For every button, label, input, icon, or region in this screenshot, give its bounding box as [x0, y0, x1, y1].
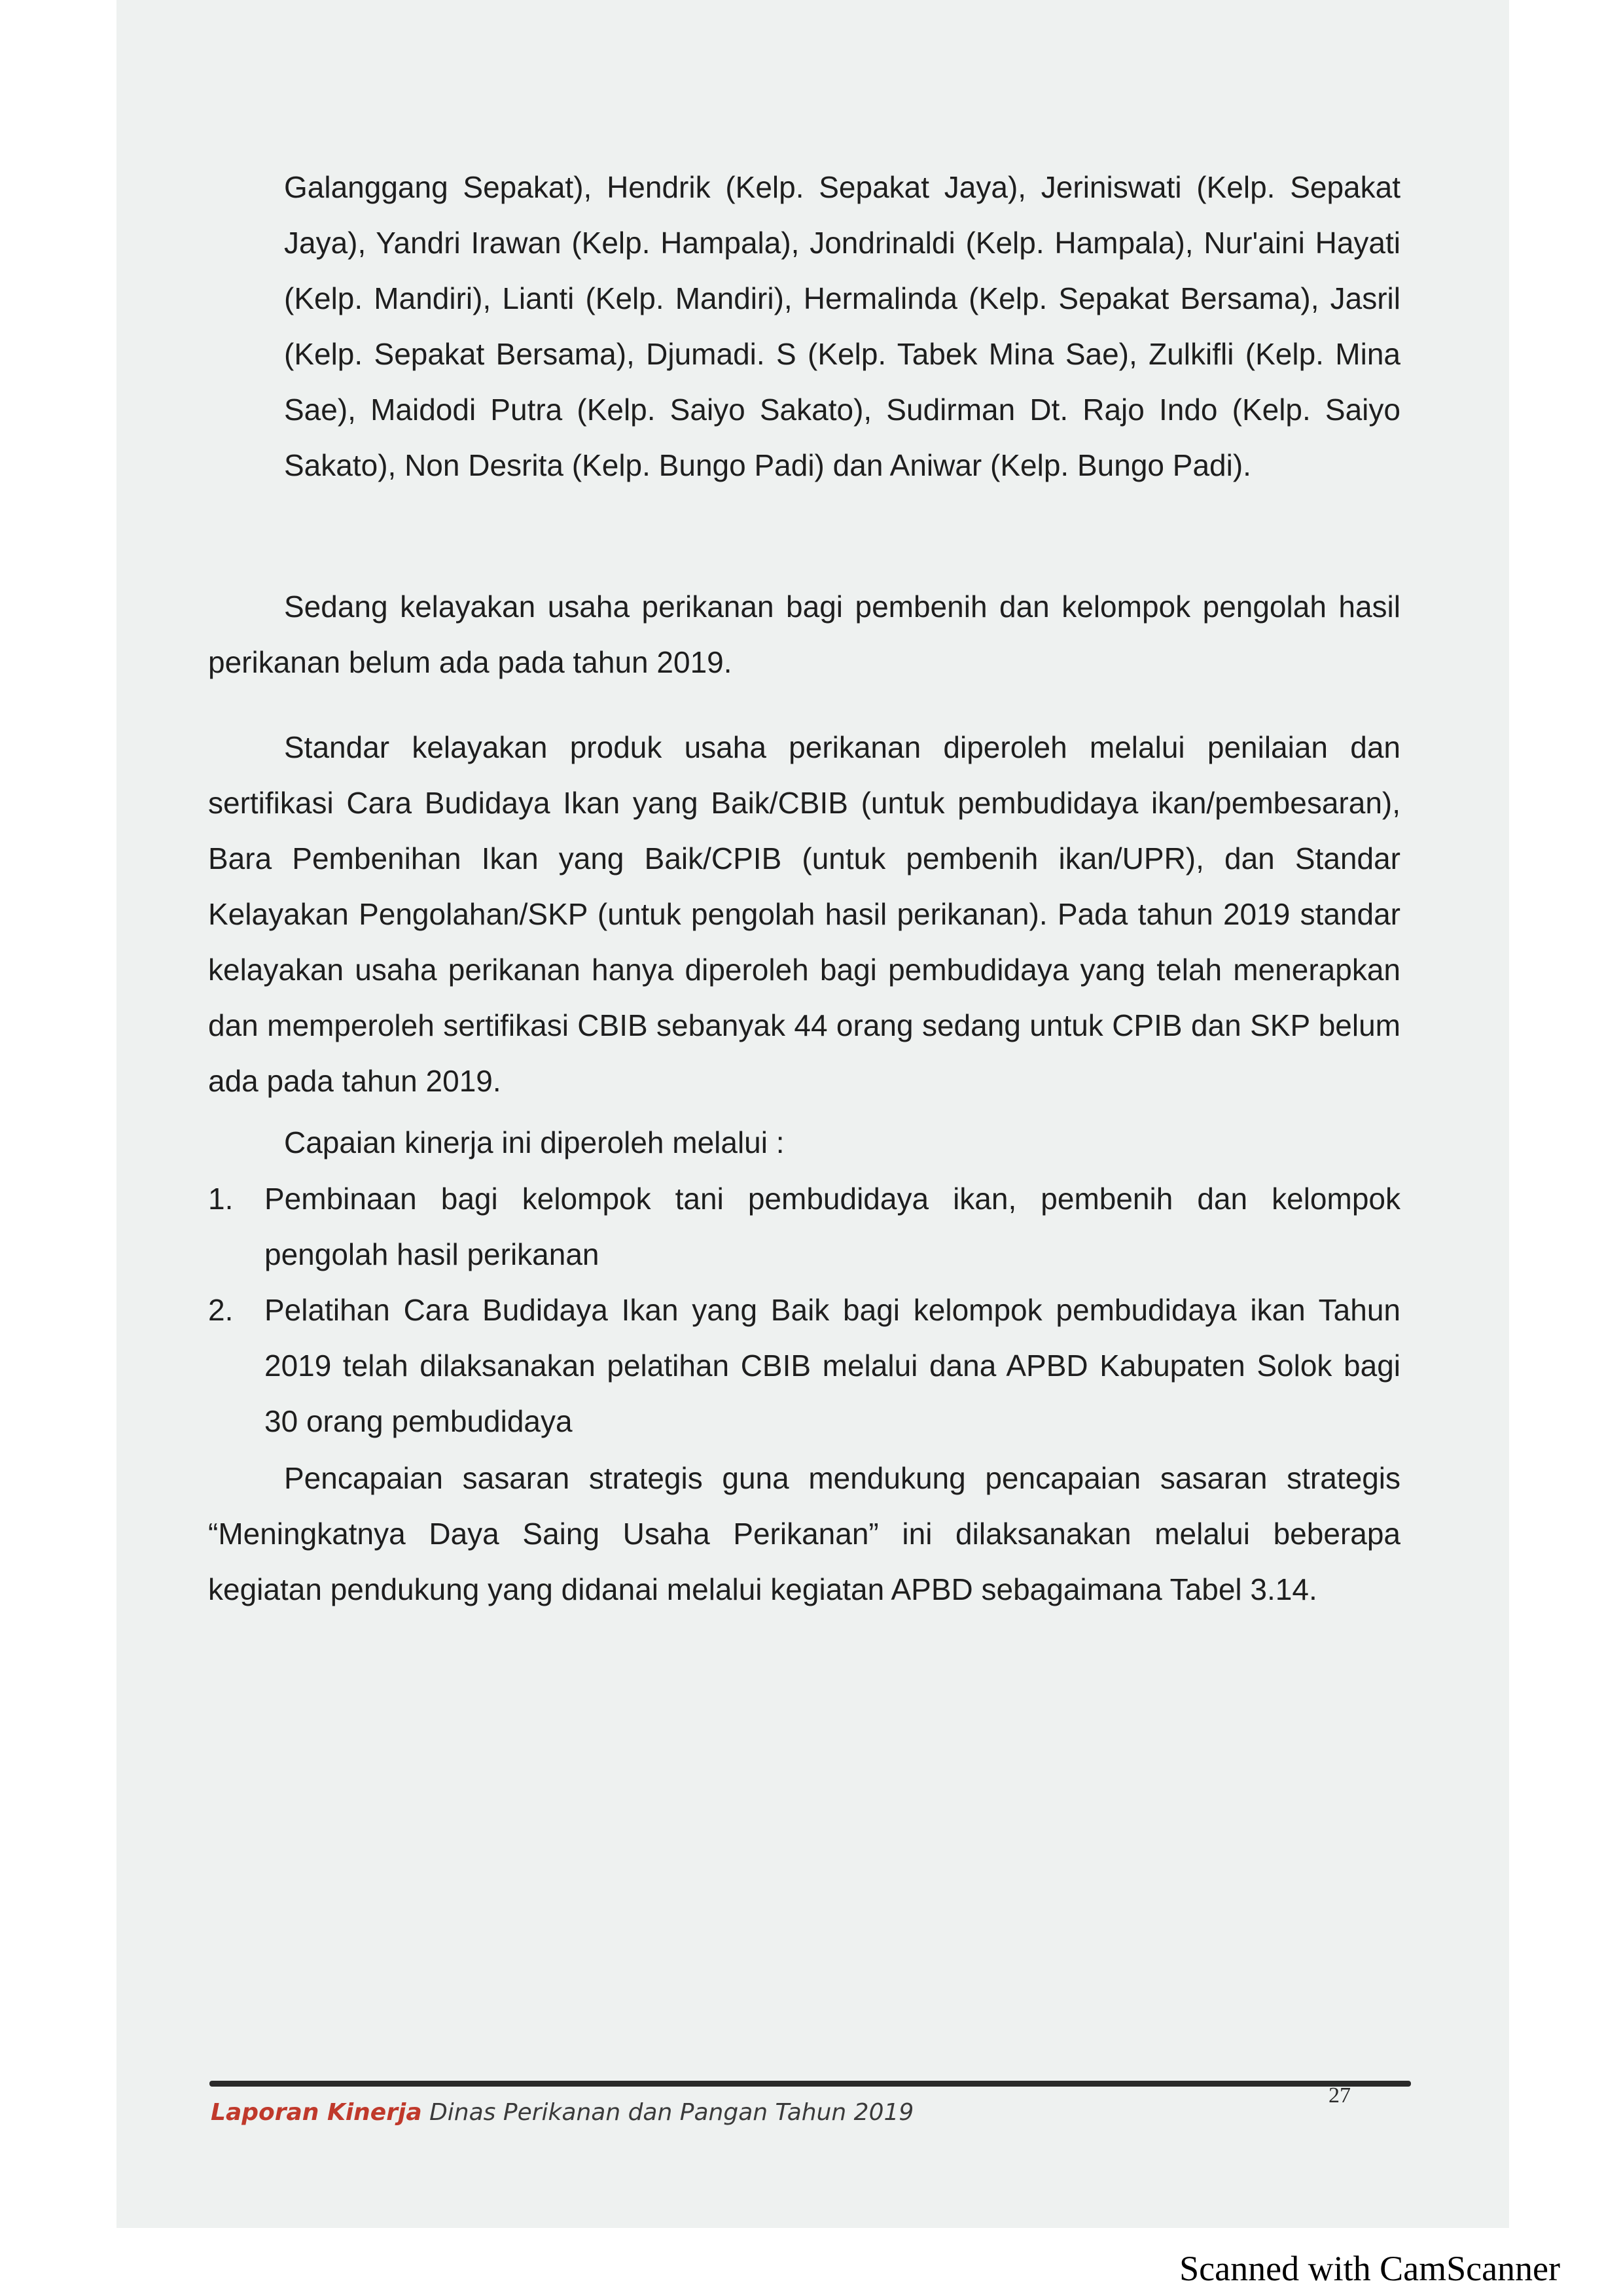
paragraph-continued: Galanggang Sepakat), Hendrik (Kelp. Sepakat Jaya), Jeriniswati (Kelp. Sepakat Jaya), Yandri Irawan (Kelp. Hampala), Jondrinaldi (Kelp. Hampala), Nur'aini Hayati (Kelp. Mandiri), Lianti (Kelp. Mandiri), Hermalinda (Kelp. Sepakat Bersama), Jasril (Kelp. Sepakat Bersama), Djumadi. S (Kelp. Tabek Mina Sae), Zulkifli (Kelp. Mina Sae), Maidodi Putra (Kelp. Saiyo Sakato), Sudirman Dt. Rajo Indo (Kelp. Saiyo Sakato), Non Desrita (Kelp. Bungo Padi) dan Aniwar (Kelp. Bungo Padi). [284, 170, 1400, 482]
footer-brand: Laporan Kinerja [211, 2099, 422, 2126]
scanner-watermark: Scanned with CamScanner [1179, 2249, 1560, 2288]
scanned-page [116, 0, 1509, 2228]
list-text: Pembinaan bagi kelompok tani pembudidaya ikan, pembenih dan kelompok pengolah hasil perikanan [264, 1182, 1400, 1271]
paragraph: Pencapaian sasaran strategis guna mendukung pencapaian sasaran strategis “Meningkatnya Daya Saing Usaha Perikanan” ini dilaksanakan melalui beberapa kegiatan pendukung yang didanai melalui kegiatan APBD sebagaimana Tabel 3.14. [208, 1461, 1400, 1606]
list-text: Pelatihan Cara Budidaya Ikan yang Baik bagi kelompok pembudidaya ikan Tahun 2019 telah dilaksanakan pelatihan CBIB melalui dana APBD Kabupaten Solok bagi 30 orang pembudidaya [264, 1293, 1400, 1438]
list-number: 1. [208, 1182, 234, 1216]
footer-divider [209, 2081, 1411, 2087]
paragraph: Standar kelayakan produk usaha perikanan diperoleh melalui penilaian dan sertifikasi Cara Budidaya Ikan yang Baik/CBIB (untuk pembudidaya ikan/pembesaran), Bara Pembenihan Ikan yang Baik/CPIB (untuk pembenih ikan/UPR), dan Standar Kelayakan Pengolahan/SKP (untuk pengolah hasil perikanan). Pada tahun 2019 standar kelayakan usaha perikanan hanya diperoleh bagi pembudidaya yang telah menerapkan dan memperoleh sertifikasi CBIB sebanyak 44 orang sedang untuk CPIB dan SKP belum ada pada tahun 2019. [208, 730, 1400, 1098]
list-intro: Capaian kinerja ini diperoleh melalui : [284, 1125, 785, 1159]
page-number: 27 [1329, 2083, 1351, 2108]
footer-title [211, 2099, 914, 2126]
paragraph: Sedang kelayakan usaha perikanan bagi pembenih dan kelompok pengolah hasil perikanan belum ada pada tahun 2019. [208, 590, 1400, 679]
list-number: 2. [208, 1293, 234, 1327]
footer-subtitle: Dinas Perikanan dan Pangan Tahun 2019 [429, 2099, 914, 2126]
